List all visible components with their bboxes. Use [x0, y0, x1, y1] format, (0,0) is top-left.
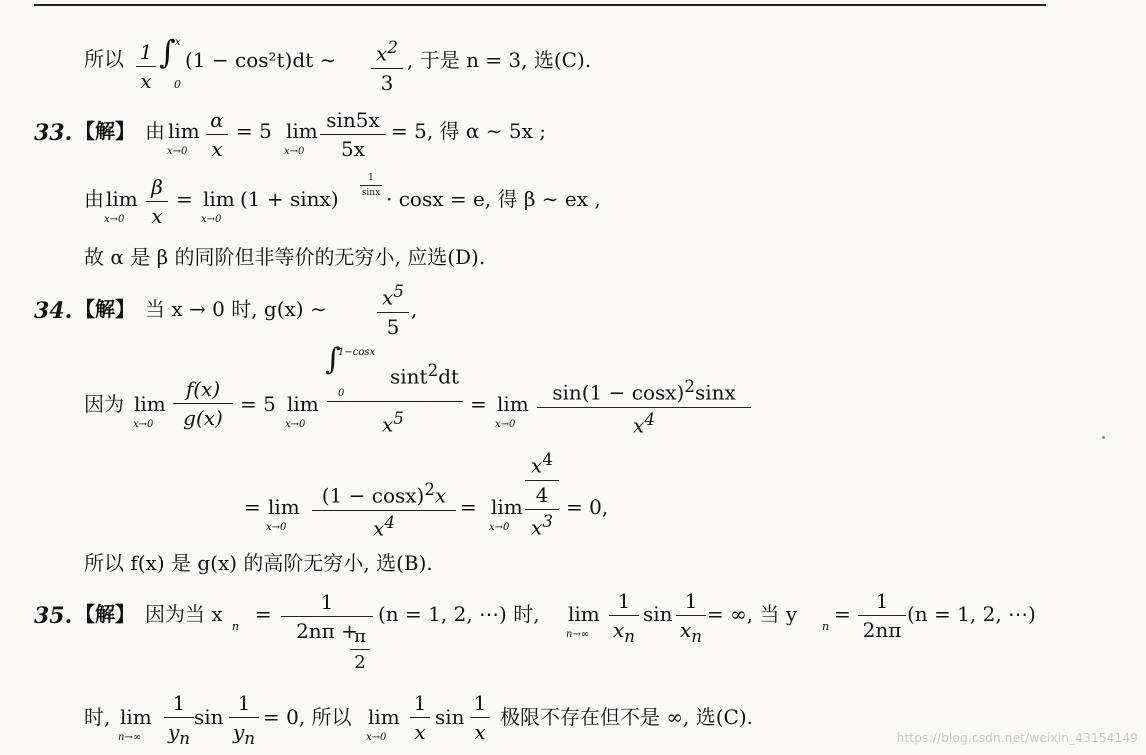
numerator: 1 — [684, 589, 698, 613]
one-plus-sinx: (1 + sinx) — [240, 187, 339, 211]
top-rule — [34, 4, 1046, 6]
integral-upper-limit: x — [175, 37, 181, 48]
fraction-x4-over-4-over-x3 — [525, 450, 559, 539]
denominator: g(x) — [183, 406, 223, 430]
fraction-1-over-x-b — [470, 691, 490, 744]
sint-text: sint — [390, 364, 428, 389]
solution-label-35: 【解】 — [75, 602, 135, 626]
numerator: β — [151, 175, 163, 199]
comma-34: , — [411, 297, 418, 321]
denominator: 2 — [354, 652, 366, 673]
exponent-4: 4 — [644, 409, 655, 429]
numerator: α — [210, 108, 224, 132]
numerator: 1 — [473, 691, 487, 715]
denominator — [229, 720, 259, 748]
x-symbol: x — [373, 516, 385, 541]
subscript-n: n — [179, 729, 191, 748]
denominator: x — [151, 204, 163, 228]
q34c-eq2: = — [460, 495, 477, 519]
q33-eq1: = 5 — [236, 119, 272, 143]
fraction-bar — [371, 68, 403, 69]
denominator: 5 — [386, 314, 400, 339]
fraction-one-minus-cosx — [312, 480, 456, 540]
fraction-bar — [206, 134, 228, 135]
lim-subscript-e: x→0 — [133, 419, 154, 430]
exponent-4: 4 — [542, 450, 553, 469]
outer-denominator — [525, 512, 559, 540]
fraction-bar — [609, 615, 639, 616]
q35-lead-sub: n — [232, 620, 240, 633]
subscript-n: n — [624, 627, 635, 646]
denominator: x — [140, 69, 152, 93]
eq-sign-c: = — [176, 187, 193, 211]
base-expr: (1 − cosx) — [321, 483, 425, 508]
fraction-bar — [676, 615, 706, 616]
lim-subscript-k: n→∞ — [118, 732, 142, 743]
integral-expression: (1 − cos²t)dt ∼ — [185, 48, 337, 72]
line-1-tail: , 于是 n = 3, 选(C). — [407, 48, 592, 72]
numerator: π — [354, 626, 366, 647]
sin-t-squared — [390, 363, 459, 387]
speck — [1102, 436, 1105, 439]
q34b-lead: 因为 — [84, 392, 124, 416]
fraction-1-over-yn-a — [164, 691, 194, 748]
q35-post-eq: = — [834, 602, 851, 626]
lim-text-k: lim — [120, 705, 152, 729]
numerator: 1 — [172, 691, 186, 715]
lim-text-g: lim — [497, 392, 529, 416]
numerator — [371, 38, 403, 66]
lim-text-d: lim — [203, 187, 235, 211]
sinx-tail: sinx — [694, 380, 736, 405]
q33-eq2: = 5, 得 α ∼ 5x ; — [391, 119, 546, 143]
denominator — [676, 618, 706, 646]
exponent-2: 2 — [427, 361, 439, 380]
question-number-34: 34. — [34, 298, 73, 324]
fraction-x5-over-5 — [377, 282, 409, 339]
integral-upper-limit-34: 1−cosx — [338, 347, 376, 358]
fraction-sin5x-over-5x — [320, 108, 386, 161]
q34b-eq2: = — [470, 392, 487, 416]
exponent-2: 2 — [387, 38, 398, 57]
lim-subscript-a: x→0 — [167, 146, 188, 157]
integral-lower-limit: 0 — [174, 78, 181, 91]
question-number-33: 33. — [34, 120, 73, 146]
denominator — [537, 410, 751, 438]
x5-denominator — [382, 411, 404, 435]
lim-subscript-j: n→∞ — [566, 629, 590, 640]
exponent-5: 5 — [393, 409, 404, 428]
lim-subscript-g: x→0 — [495, 419, 516, 430]
question-number-35: 35. — [34, 603, 73, 629]
q34b-eq1: = 5 — [240, 392, 276, 416]
denominator-main: 2nπ + — [296, 619, 358, 643]
outer-fraction-bar — [525, 509, 559, 510]
denominator — [609, 618, 639, 646]
fraction-bar — [173, 403, 233, 404]
y-symbol: y — [167, 720, 180, 744]
subscript-n: n — [691, 627, 702, 646]
subscript-n: n — [244, 729, 256, 748]
lim-text-f: lim — [287, 392, 319, 416]
lim-subscript-i: x→0 — [489, 522, 510, 533]
fraction-1-over-x-a — [410, 691, 430, 744]
numerator: 1 — [617, 589, 631, 613]
exponent-3: 3 — [542, 511, 553, 531]
x-symbol: x — [382, 412, 394, 437]
dt-text: dt — [438, 364, 460, 389]
fraction-1-over-yn-b — [229, 691, 259, 748]
lim-subscript-f: x→0 — [285, 419, 306, 430]
solution-label-33: 【解】 — [75, 119, 135, 143]
q35-post: = ∞, 当 y — [707, 602, 798, 626]
lim-text-j: lim — [568, 602, 600, 626]
lim-subscript-h: x→0 — [266, 522, 287, 533]
x-symbol: x — [531, 453, 543, 478]
lim-subscript-b: x→0 — [284, 146, 305, 157]
x-symbol: x — [382, 285, 394, 310]
lim-text-h: lim — [268, 495, 300, 519]
lim-text-a: lim — [168, 119, 200, 143]
numerator: 1 — [320, 590, 334, 614]
fraction-bar — [320, 134, 386, 135]
fraction-bar — [312, 510, 456, 511]
denominator — [164, 720, 194, 748]
q35-mid: (n = 1, 2, ⋯) 时, — [378, 602, 540, 626]
q35b-eq: = 0, 所以 — [263, 705, 352, 729]
numerator: 1 — [413, 691, 427, 715]
q33-lead: 由 — [145, 119, 165, 143]
lim-text-l: lim — [368, 705, 400, 729]
sin-b: sin — [194, 705, 224, 729]
fraction-bar — [229, 717, 259, 718]
denominator: 5x — [340, 137, 365, 161]
inner-fraction-bar — [525, 480, 559, 481]
q35-eq: = — [255, 602, 272, 626]
text-suoyi: 所以 — [84, 47, 124, 71]
lim-text-i: lim — [491, 495, 523, 519]
denominator: x — [211, 137, 223, 161]
integral-lower-limit-34: 0 — [338, 388, 345, 399]
fraction-sin-expression — [537, 377, 751, 437]
exponent-fraction — [360, 173, 382, 198]
lim-text-e: lim — [134, 392, 166, 416]
fraction-bar — [410, 717, 430, 718]
x-symbol: x — [531, 515, 543, 540]
q34-lead: 当 x → 0 时, g(x) ∼ — [145, 297, 327, 321]
lim-subscript-d: x→0 — [201, 214, 222, 225]
long-fraction-bar-1 — [327, 401, 463, 402]
numerator: f(x) — [185, 377, 221, 401]
q34c-eq3: = 0, — [566, 495, 609, 519]
x-tail: x — [434, 483, 447, 508]
x-symbol: x — [633, 413, 645, 438]
solution-label-34: 【解】 — [75, 297, 135, 321]
exponent-4: 4 — [384, 512, 395, 532]
sin-a: sin — [643, 602, 673, 626]
denominator: x — [474, 720, 486, 744]
numerator — [312, 480, 456, 508]
q35b-lead: 时, — [84, 705, 111, 729]
fraction-bar — [136, 66, 156, 67]
q35-post-sub: n — [822, 620, 830, 633]
exponent-2: 2 — [684, 377, 695, 396]
fraction-bar — [470, 717, 490, 718]
numerator: 1 — [875, 589, 889, 613]
q34-conclusion: 所以 f(x) 是 g(x) 的高阶无穷小, 选(B). — [84, 551, 433, 575]
numerator: 1 — [368, 173, 374, 183]
denominator: x — [414, 720, 426, 744]
fraction-bar — [360, 185, 382, 186]
fraction-beta-over-x — [146, 175, 168, 228]
q35-lead: 因为当 x — [145, 602, 223, 626]
q35b-tail: 极限不存在但不是 ∞, 选(C). — [500, 705, 753, 729]
fraction-1-over-2npi — [858, 589, 906, 642]
fraction-alpha-over-x — [206, 108, 228, 161]
denominator — [312, 513, 456, 541]
fraction-bar — [858, 615, 906, 616]
fraction-bar — [164, 717, 194, 718]
exponent-5: 5 — [393, 282, 404, 301]
lim-text-b: lim — [286, 119, 318, 143]
fraction-1-over-xn-b — [676, 589, 706, 646]
y-symbol: y — [232, 720, 245, 744]
line-1 — [84, 49, 124, 69]
pi-over-2 — [350, 626, 370, 673]
denominator: sinx — [361, 188, 381, 198]
x-symbol: x — [679, 618, 692, 642]
watermark: https://blog.csdn.net/weixin_43154149 — [896, 731, 1138, 745]
fraction-bar — [377, 312, 409, 313]
q33b-lead: 由 — [84, 187, 104, 211]
q35-tail: (n = 1, 2, ⋯) — [907, 602, 1036, 626]
sin-c: sin — [435, 705, 465, 729]
q33-conclusion: 故 α 是 β 的同阶但非等价的无穷小, 应选(D). — [84, 245, 486, 269]
fraction-bar — [146, 201, 168, 202]
exponent-2: 2 — [424, 480, 435, 499]
outer-numerator — [525, 450, 559, 478]
lim-subscript-c: x→0 — [104, 214, 125, 225]
q34c-eq1: = — [244, 495, 261, 519]
numerator: 1 — [237, 691, 251, 715]
fraction-bar — [281, 616, 373, 617]
numerator: sin5x — [326, 108, 380, 132]
x-symbol: x — [376, 41, 388, 66]
fraction-fx-over-gx — [173, 377, 233, 430]
fraction-bar — [350, 649, 370, 650]
numerator — [377, 282, 409, 310]
numerator: 1 — [139, 40, 153, 64]
fraction-x2-over-3 — [371, 38, 403, 95]
fraction-1-over-x — [136, 40, 156, 93]
integral-sign: ∫ — [159, 33, 176, 71]
inner-denominator: 4 — [535, 482, 549, 507]
lim-text-c: lim — [106, 187, 138, 211]
fraction-1-over-xn-a — [609, 589, 639, 646]
sin-expr: sin(1 − cosx) — [552, 380, 685, 405]
integral-sign-34: ∫ — [325, 342, 341, 377]
x-symbol: x — [612, 618, 625, 642]
denominator: 2nπ — [862, 618, 902, 642]
fraction-bar — [537, 407, 751, 408]
q33b-tail: · cosx = e, 得 β ∼ ex , — [386, 187, 601, 211]
denominator: 3 — [380, 70, 394, 95]
lim-subscript-l: x→0 — [366, 732, 387, 743]
numerator — [537, 377, 751, 405]
